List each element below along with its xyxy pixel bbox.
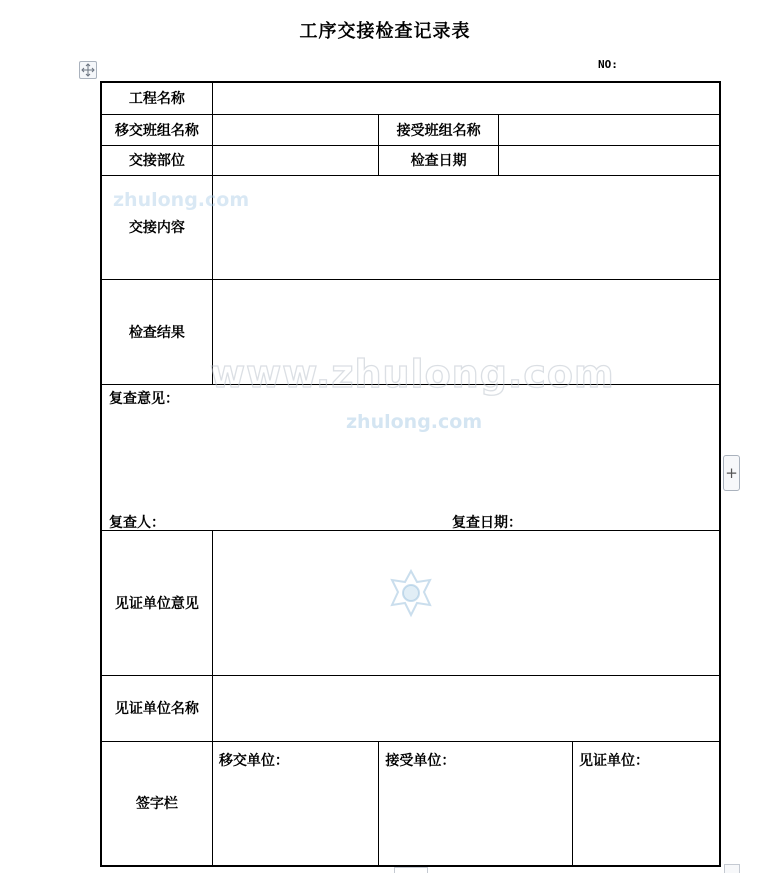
review-date-label: 复查日期： [452,514,522,531]
handover-team-field[interactable] [212,114,379,145]
witness-name-row [101,675,720,741]
inspection-result-field[interactable] [212,279,720,384]
reviewer-label: 复查人： [109,514,165,531]
watermark-text-middle: zhulong.com [346,411,483,433]
plus-icon[interactable]: + [723,455,740,491]
receiving-team-label: 接受班组名称 [379,114,498,145]
location-date-row [101,145,720,175]
column-marker[interactable] [394,867,428,873]
sign-handover-unit[interactable]: 移交单位： [212,741,379,866]
project-name-label: 工程名称 [101,82,212,114]
witness-name-field[interactable] [212,675,720,741]
witness-opinion-label: 见证单位意见 [101,530,212,675]
record-number-label: NO: [598,58,618,71]
team-row [101,114,720,145]
sign-witness-unit[interactable]: 见证单位： [573,741,721,866]
inspection-date-field[interactable] [498,145,720,175]
handover-content-label: 交接内容 [101,175,212,279]
handover-content-row [101,175,720,279]
witness-opinion-field[interactable] [212,530,720,675]
inspection-result-row [101,279,720,384]
handover-location-label: 交接部位 [101,145,212,175]
document-title: 工序交接检查记录表 [299,21,471,42]
witness-name-label: 见证单位名称 [101,675,212,741]
zhulong-snowflake-icon [386,568,436,622]
project-name-row [101,82,720,114]
watermark-text-top: zhulong.com [113,189,250,211]
inspection-date-label: 检查日期 [379,145,498,175]
inspection-form-table [100,81,721,867]
handover-content-field[interactable] [212,175,720,279]
review-opinion-field[interactable] [101,384,720,530]
sign-receiving-unit[interactable]: 接受单位： [379,741,573,866]
signature-row [101,741,720,866]
review-opinion-label: 复查意见： [109,390,179,407]
signature-label: 签字栏 [101,741,212,866]
review-row [101,384,720,530]
project-name-field[interactable] [212,82,720,114]
table-resize-handle[interactable] [724,864,740,873]
move-arrows-icon[interactable] [79,61,97,79]
watermark-text-large: www.zhulong.com [210,352,615,396]
handover-location-field[interactable] [212,145,379,175]
receiving-team-field[interactable] [498,114,720,145]
inspection-result-label: 检查结果 [101,279,212,384]
handover-team-label: 移交班组名称 [101,114,212,145]
